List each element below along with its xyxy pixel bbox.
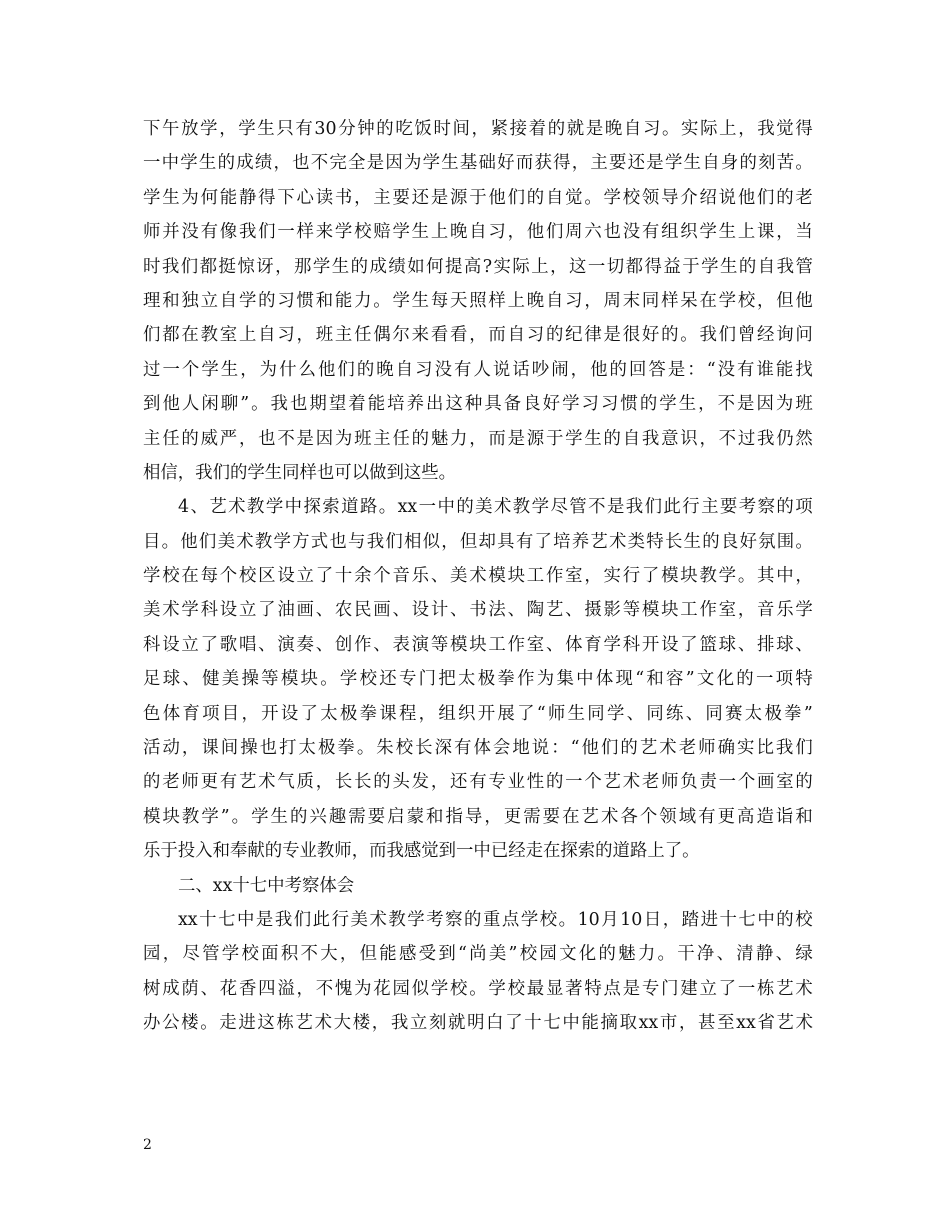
text-line: 园 ， 尽 管 学 校 面 积 不 大 ， 但 能 感 受 到 “ 尚 美 ” 校 园 文 化 的 魅 力 。 干 净 、 清 静 、 绿 — [143, 944, 813, 965]
text-line: 一 中 学 生 的 成 绩 ， 也 不 完 全 是 因 为 学 生 基 础 好 而 获 得 ， 主 要 还 是 学 生 自 身 的 刻 苦 。 — [143, 153, 813, 174]
text-line: 过 一 个 学 生 ， 为 什 么 他 们 的 晚 自 习 没 有 人 说 话 吵 闹 ， 他 的 回 答 是 ： “ 没 有 谁 能 找 — [143, 359, 813, 380]
text-line: 目 。 他 们 美 术 教 学 方 式 也 与 我 们 相 似 ， 但 却 具 有 了 培 养 艺 术 类 特 长 生 的 良 好 氛 围 。 — [143, 531, 813, 552]
text-line: 树 成 荫 、 花 香 四 溢 ， 不 愧 为 花 园 似 学 校 。 学 校 最 显 著 特 点 是 专 门 建 立 了 一 栋 艺 术 — [143, 978, 813, 999]
page-number: 2 — [143, 1137, 152, 1153]
text-line: 美 术 学 科 设 立 了 油 画 、 农 民 画 、 设 计 、 书 法 、 陶 艺 、 摄 影 等 模 块 工 作 室 ， 音 乐 学 — [143, 600, 813, 621]
text-line: 师 并 没 有 像 我 们 一 样 来 学 校 赔 学 生 上 晚 自 习 ， 他 们 周 六 也 没 有 组 织 学 生 上 课 ， 当 — [143, 222, 813, 243]
text-line: 办 公 楼 。 走 进 这 栋 艺 术 大 楼 ， 我 立 刻 就 明 白 了 十 七 中 能 摘 取 xx 市 ， 甚 至 xx 省 艺 术 — [143, 1013, 813, 1034]
text-line: 们 都 在 教 室 上 自 习 ， 班 主 任 偶 尔 来 看 看 ， 而 自 习 的 纪 律 是 很 好 的 。 我 们 曾 经 询 问 — [143, 325, 813, 346]
text-line: 4 、 艺 术 教 学 中 探 索 道 路 。 xx 一 中 的 美 术 教 学 尽 管 不 是 我 们 此 行 主 要 考 察 的 项 — [178, 497, 813, 518]
text-line: 时 我 们 都 挺 惊 讶 ， 那 学 生 的 成 绩 如 何 提 高 ? 实 际 上 ， 这 一 切 都 得 益 于 学 生 的 自 我 管 — [143, 256, 813, 277]
text-line: 到 他 人 闲 聊 ” 。 我 也 期 望 着 能 培 养 出 这 种 具 备 良 好 学 习 习 惯 的 学 生 ， 不 是 因 为 班 — [143, 394, 813, 415]
body-text — [143, 112, 813, 1041]
text-line: 学 校 在 每 个 校 区 设 立 了 十 余 个 音 乐 、 美 术 模 块 工 作 室 ， 实 行 了 模 块 教 学 。 其 中 ， — [143, 566, 813, 587]
text-line: 主 任 的 威 严 ， 也 不 是 因 为 班 主 任 的 魅 力 ， 而 是 源 于 学 生 的 自 我 意 识 ， 不 过 我 仍 然 — [143, 428, 813, 449]
text-line: 色 体 育 项 目 ， 开 设 了 太 极 拳 课 程 ， 组 织 开 展 了 “ 师 生 同 学 、 同 练 、 同 赛 太 极 拳 ” — [143, 703, 813, 724]
text-line: 理 和 独 立 自 学 的 习 惯 和 能 力 。 学 生 每 天 照 样 上 晚 自 习 ， 周 末 同 样 呆 在 学 校 ， 但 他 — [143, 290, 813, 311]
text-line: 乐于投入和奉献的专业教师，而我感觉到一中已经走在探索的道路上了。 — [143, 841, 700, 862]
text-line: 学 生 为 何 能 静 得 下 心 读 书 ， 主 要 还 是 源 于 他 们 的 自 觉 。 学 校 领 导 介 绍 说 他 们 的 老 — [143, 187, 813, 208]
text-line: 活 动 ， 课 间 操 也 打 太 极 拳 。 朱 校 长 深 有 体 会 地 说 ： “ 他 们 的 艺 术 老 师 确 实 比 我 们 — [143, 738, 813, 759]
text-line: 下 午 放 学 ， 学 生 只 有 30 分 钟 的 吃 饭 时 间 ， 紧 接 着 的 就 是 晚 自 习 。 实 际 上 ， 我 觉 得 — [143, 119, 813, 139]
text-line: 的 老 师 更 有 艺 术 气 质 ， 长 长 的 头 发 ， 还 有 专 业 性 的 一 个 艺 术 老 师 负 责 一 个 画 室 的 — [143, 772, 813, 793]
text-line: 二、xx十七中考察体会 — [178, 875, 355, 896]
text-line: 模 块 教 学 ” 。 学 生 的 兴 趣 需 要 启 蒙 和 指 导 ， 更 需 要 在 艺 术 各 个 领 域 有 更 高 造 诣 和 — [143, 806, 813, 827]
text-line: xx 十 七 中 是 我 们 此 行 美 术 教 学 考 察 的 重 点 学 校 。 10 月 10 日 ， 踏 进 十 七 中 的 校 — [178, 909, 813, 930]
text-line: 科 设 立 了 歌 唱 、 演 奏 、 创 作 、 表 演 等 模 块 工 作 室 、 体 育 学 科 开 设 了 篮 球 、 排 球 、 — [143, 634, 813, 655]
text-line: 足 球 、 健 美 操 等 模 块 。 学 校 还 专 门 把 太 极 拳 作 为 集 中 体 现 “ 和 容 ” 文 化 的 一 项 特 — [143, 669, 813, 690]
text-line: 相信，我们的学生同样也可以做到这些。 — [143, 462, 457, 483]
